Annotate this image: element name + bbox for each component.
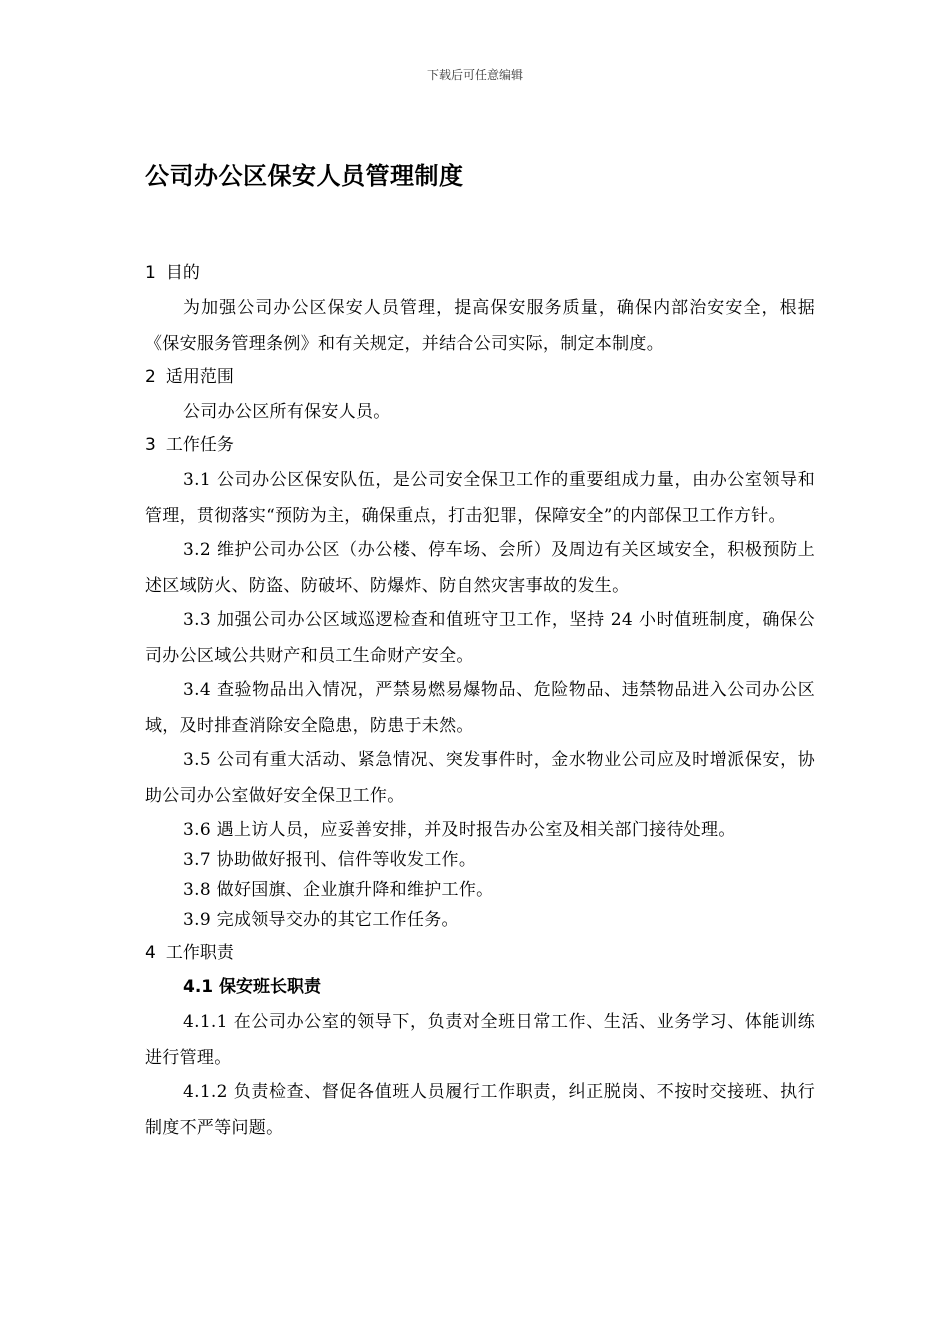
- section-title: 工作职责: [165, 943, 234, 963]
- section-title: 目的: [165, 263, 200, 283]
- paragraph-duty-4-1-1: 4.1.1 在公司办公室的领导下，负责对全班日常工作、生活、业务学习、体能训练进行管理。: [145, 1012, 815, 1068]
- paragraph-duty-4-1-2: 4.1.2 负责检查、督促各值班人员履行工作职责，纠正脱岗、不按时交接班、执行制度不严等问题。: [145, 1082, 815, 1138]
- section-number: 1: [145, 263, 156, 283]
- section-heading-purpose: [145, 262, 815, 284]
- section-heading-tasks: [145, 434, 815, 456]
- paragraph-scope: 公司办公区所有保安人员。: [183, 402, 391, 422]
- paragraph-purpose: 为加强公司办公区保安人员管理，提高保安服务质量，确保内部治安安全，根据《保安服务管理条例》和有关规定，并结合公司实际，制定本制度。: [145, 298, 815, 354]
- header-note: 下载后可任意编辑: [426, 68, 523, 82]
- paragraph-task-3-1: 3.1 公司办公区保安队伍，是公司安全保卫工作的重要组成力量，由办公室领导和管理，贯彻落实“预防为主，确保重点，打击犯罪，保障安全”的内部保卫工作方针。: [145, 470, 815, 526]
- paragraph-task-3-2: 3.2 维护公司办公区（办公楼、停车场、会所）及周边有关区域安全，积极预防上述区域防火、防盗、防破坏、防爆炸、防自然灾害事故的发生。: [145, 540, 815, 596]
- paragraph-task-3-4: 3.4 查验物品出入情况，严禁易燃易爆物品、危险物品、违禁物品进入公司办公区域，及时排查消除安全隐患，防患于未然。: [145, 680, 815, 736]
- section-title: 适用范围: [165, 367, 234, 387]
- paragraph-task-3-3: 3.3 加强公司办公区域巡逻检查和值班守卫工作，坚持 24 小时值班制度，确保公司办公区域公共财产和员工生命财产安全。: [145, 610, 815, 666]
- section-title: 工作任务: [165, 435, 234, 455]
- paragraph-task-3-8: 3.8 做好国旗、企业旗升降和维护工作。: [183, 880, 494, 900]
- paragraph-task-3-9: 3.9 完成领导交办的其它工作任务。: [183, 910, 459, 930]
- paragraph-task-3-5: 3.5 公司有重大活动、紧急情况、突发事件时，金水物业公司应及时增派保安，协助公司办公室做好安全保卫工作。: [145, 750, 815, 806]
- section-number: 2: [145, 367, 156, 387]
- document-title: 公司办公区保安人员管理制度: [145, 162, 464, 190]
- section-number: 3: [145, 435, 156, 455]
- section-heading-scope: [145, 366, 815, 388]
- paragraph-task-3-7: 3.7 协助做好报刊、信件等收发工作。: [183, 850, 477, 870]
- subsection-heading-4-1: 4.1 保安班长职责: [183, 977, 322, 997]
- document-body: [145, 262, 815, 1150]
- section-heading-duties: [145, 942, 815, 964]
- paragraph-task-3-6: 3.6 遇上访人员，应妥善安排，并及时报告办公室及相关部门接待处理。: [183, 820, 736, 840]
- section-number: 4: [145, 943, 156, 963]
